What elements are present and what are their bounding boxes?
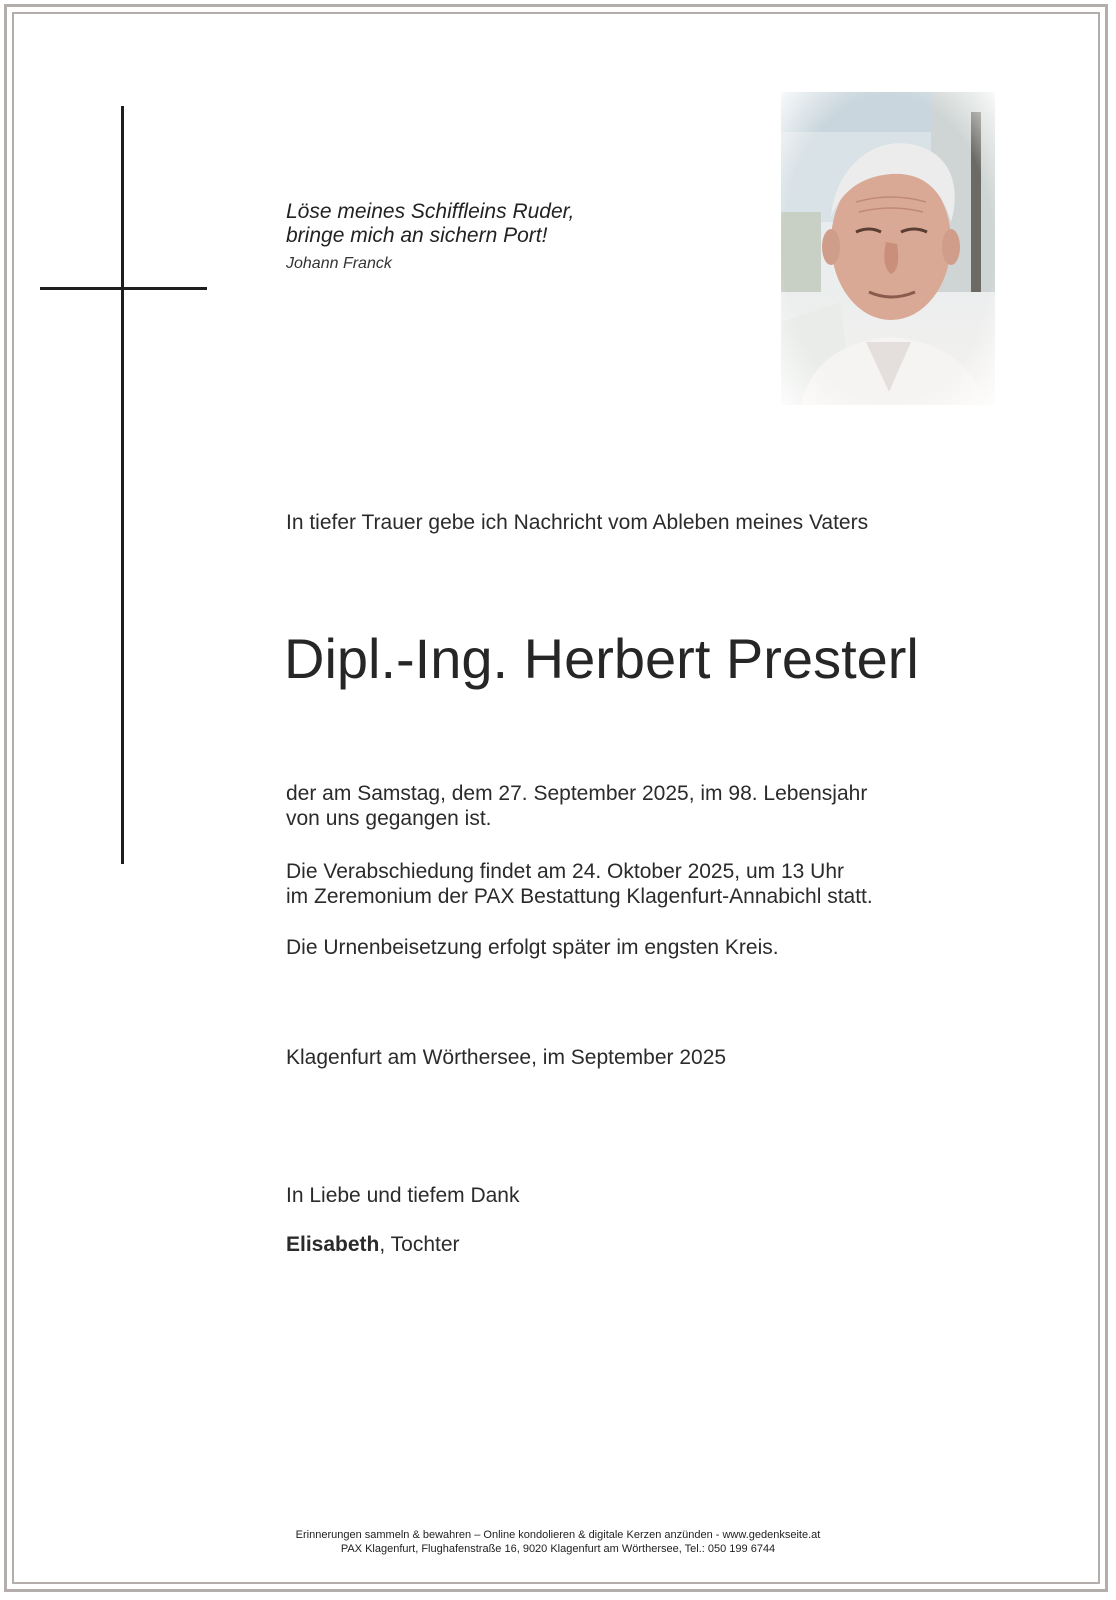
footer-line-2: PAX Klagenfurt, Flughafenstraße 16, 9020 Klagenfurt am Wörthersee, Tel.: 050 199 6744 (340, 1543, 776, 1555)
verse-line-2: bringe mich an sichern Port! (286, 224, 548, 247)
closing-line: In Liebe und tiefem Dank (286, 1184, 520, 1207)
farewell-line-1: Die Verabschiedung findet am 24. Oktober 2025, um 13 Uhr (286, 860, 844, 883)
signatory-name: Elisabeth (286, 1233, 380, 1256)
urn-burial-notice: Die Urnenbeisetzung erfolgt später im engsten Kreis. (286, 936, 779, 959)
death-line-2: von uns gegangen ist. (286, 807, 492, 830)
place-date: Klagenfurt am Wörthersee, im September 2025 (286, 1046, 727, 1069)
portrait-photo (781, 92, 995, 405)
cross-vertical-bar (121, 106, 124, 864)
death-line-1: der am Samstag, dem 27. September 2025, im 98. Lebensjahr (286, 782, 868, 805)
intro-text: In tiefer Trauer gebe ich Nachricht vom Ableben meines Vaters (286, 511, 869, 534)
verse-line-1: Löse meines Schiffleins Ruder, (286, 200, 575, 223)
verse-author: Johann Franck (286, 255, 392, 272)
footer-line-1: Erinnerungen sammeln & bewahren – Online kondolieren & digitale Kerzen anzünden - www.gedenkseite.at (295, 1529, 821, 1541)
death-notice (286, 781, 867, 831)
deceased-name: Dipl.-Ing. Herbert Presterl (284, 627, 919, 690)
signatory (286, 1232, 460, 1257)
footer (0, 1528, 1116, 1556)
signatory-relation: , Tochter (379, 1233, 460, 1256)
cross-horizontal-bar (40, 287, 207, 290)
farewell-notice (286, 859, 873, 909)
farewell-line-2: im Zeremonium der PAX Bestattung Klagenfurt-Annabichl statt. (286, 885, 873, 908)
verse-quote (286, 200, 574, 248)
